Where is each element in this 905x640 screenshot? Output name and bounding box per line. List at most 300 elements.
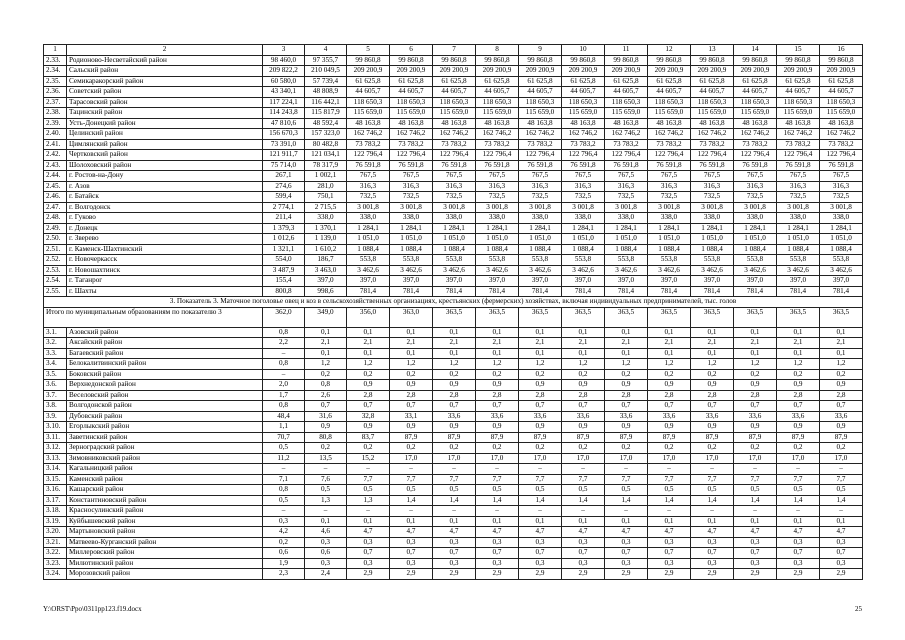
row-value: 553,8 xyxy=(777,255,820,266)
row-value: 338,0 xyxy=(734,213,777,224)
table-row xyxy=(44,338,863,349)
row-value: 316,3 xyxy=(476,181,519,192)
row-value: 767,5 xyxy=(433,171,476,182)
row-value: 76 591,8 xyxy=(777,160,820,171)
row-value: 338,0 xyxy=(433,213,476,224)
row-value: 44 605,7 xyxy=(390,87,433,98)
column-number: 3 xyxy=(263,45,305,56)
row-value: 99 860,8 xyxy=(519,55,562,66)
row-code: 3.22. xyxy=(44,548,67,559)
row-code: 2.36. xyxy=(44,87,67,98)
table-row xyxy=(44,558,863,569)
row-value: 7,7 xyxy=(691,474,734,485)
row-value: 0,1 xyxy=(347,327,390,338)
table-row xyxy=(44,516,863,527)
row-value: 33,6 xyxy=(605,411,648,422)
row-value: 0,3 xyxy=(562,558,605,569)
row-value: 1 088,4 xyxy=(476,244,519,255)
row-value: 781,4 xyxy=(648,286,691,297)
row-value: 0,3 xyxy=(648,558,691,569)
row-code: 2.39. xyxy=(44,118,67,129)
row-name: Усть-Донецкий район xyxy=(67,118,263,129)
row-value: 2,8 xyxy=(347,390,390,401)
row-value: 2,9 xyxy=(605,569,648,580)
row-value: 397,0 xyxy=(605,276,648,287)
row-value: 87,9 xyxy=(691,432,734,443)
table-row xyxy=(44,485,863,496)
row-value: 4,7 xyxy=(734,527,777,538)
row-value: 87,9 xyxy=(519,432,562,443)
table-row xyxy=(44,223,863,234)
row-value: 316,3 xyxy=(691,181,734,192)
row-value: 115 659,0 xyxy=(691,108,734,119)
row-name: Зерноградский район xyxy=(67,443,263,454)
row-value: 162 746,2 xyxy=(777,129,820,140)
row-value: 4,7 xyxy=(605,527,648,538)
table-row xyxy=(44,160,863,171)
row-value: 0,3 xyxy=(777,558,820,569)
table-row xyxy=(44,569,863,580)
row-value: 2,8 xyxy=(562,390,605,401)
row-value: 781,4 xyxy=(347,286,390,297)
table-row xyxy=(44,118,863,129)
row-value: 732,5 xyxy=(605,192,648,203)
row-value: 73 783,2 xyxy=(347,139,390,150)
row-value: 767,5 xyxy=(519,171,562,182)
row-code: 2.51. xyxy=(44,244,67,255)
table-row xyxy=(44,380,863,391)
row-value: 4,7 xyxy=(390,527,433,538)
row-value: 61 625,8 xyxy=(519,76,562,87)
row-value: 3 001,8 xyxy=(820,202,863,213)
row-value: 0,9 xyxy=(390,380,433,391)
row-value: 0,1 xyxy=(605,516,648,527)
row-value: 0,7 xyxy=(605,401,648,412)
total-value: 363,5 xyxy=(734,307,777,327)
row-value: 1 284,1 xyxy=(347,223,390,234)
row-value: 2,9 xyxy=(476,569,519,580)
row-value: 0,9 xyxy=(648,422,691,433)
row-value: 0,1 xyxy=(605,327,648,338)
row-value: 1,1 xyxy=(263,422,305,433)
row-name: Миллеровский район xyxy=(67,548,263,559)
row-value: – xyxy=(777,506,820,517)
row-value: 0,7 xyxy=(605,548,648,559)
row-value: – xyxy=(691,506,734,517)
row-value: 0,9 xyxy=(562,422,605,433)
row-code: 3.12. xyxy=(44,443,67,454)
row-name: г. Таганрог xyxy=(67,276,263,287)
row-value: 48 163,8 xyxy=(691,118,734,129)
row-value: 87,9 xyxy=(476,432,519,443)
row-value: 0,9 xyxy=(820,422,863,433)
row-value: 2,8 xyxy=(433,390,476,401)
row-value: 121 911,7 xyxy=(263,150,305,161)
row-code: 3.20. xyxy=(44,527,67,538)
row-value: 2,1 xyxy=(648,338,691,349)
row-value: 2,9 xyxy=(734,569,777,580)
row-value: – xyxy=(433,506,476,517)
row-value: 2,8 xyxy=(519,390,562,401)
row-value: 397,0 xyxy=(820,276,863,287)
row-value: 0,3 xyxy=(433,537,476,548)
row-value: 7,7 xyxy=(734,474,777,485)
row-name: г. Новочеркасск xyxy=(67,255,263,266)
row-value: 0,9 xyxy=(691,422,734,433)
row-code: 2.38. xyxy=(44,108,67,119)
row-value: 48 592,4 xyxy=(305,118,347,129)
row-value: 732,5 xyxy=(820,192,863,203)
row-value: 3 462,6 xyxy=(347,265,390,276)
row-value: 76 591,8 xyxy=(347,160,390,171)
total-value: 363,5 xyxy=(433,307,476,327)
row-code: 2.45. xyxy=(44,181,67,192)
row-value: 99 860,8 xyxy=(820,55,863,66)
row-value: 122 796,4 xyxy=(734,150,777,161)
table-row xyxy=(44,87,863,98)
row-value: 781,4 xyxy=(734,286,777,297)
row-value: 115 659,0 xyxy=(347,108,390,119)
row-value: 1,4 xyxy=(390,495,433,506)
row-value: 781,4 xyxy=(390,286,433,297)
row-value: 2,9 xyxy=(390,569,433,580)
row-value: 0,9 xyxy=(562,380,605,391)
row-value: 0,7 xyxy=(648,548,691,559)
row-value: 0,7 xyxy=(820,548,863,559)
row-value: 4,7 xyxy=(820,527,863,538)
table-row xyxy=(44,527,863,538)
row-value: 7,7 xyxy=(562,474,605,485)
row-value: 0,7 xyxy=(777,548,820,559)
row-value: 1 284,1 xyxy=(519,223,562,234)
row-value: 0,2 xyxy=(691,443,734,454)
row-value: 209 200,9 xyxy=(648,66,691,77)
row-value: 0,9 xyxy=(433,380,476,391)
table-row xyxy=(44,97,863,108)
row-code: 2.55. xyxy=(44,286,67,297)
row-value: 2,9 xyxy=(562,569,605,580)
row-value: 397,0 xyxy=(519,276,562,287)
row-code: 3.6. xyxy=(44,380,67,391)
row-value: 732,5 xyxy=(519,192,562,203)
row-code: 3.23. xyxy=(44,558,67,569)
row-value: 1,4 xyxy=(476,495,519,506)
row-value: 0,7 xyxy=(562,548,605,559)
row-value: 3 462,6 xyxy=(605,265,648,276)
column-number: 16 xyxy=(820,45,863,56)
row-value: 2,4 xyxy=(305,569,347,580)
row-name: Каменский район xyxy=(67,474,263,485)
row-value: 553,8 xyxy=(605,255,648,266)
row-value: 0,3 xyxy=(648,537,691,548)
row-value: 0,3 xyxy=(305,558,347,569)
row-value: 80 482,8 xyxy=(305,139,347,150)
row-value: – xyxy=(562,464,605,475)
row-value: 1 284,1 xyxy=(734,223,777,234)
row-value: 1 284,1 xyxy=(390,223,433,234)
row-name: Милютинский район xyxy=(67,558,263,569)
row-value: 1 379,3 xyxy=(263,223,305,234)
row-value: 2,9 xyxy=(347,569,390,580)
row-value: 61 625,8 xyxy=(734,76,777,87)
row-value: 0,2 xyxy=(433,369,476,380)
row-value: – xyxy=(777,464,820,475)
row-name: г. Шахты xyxy=(67,286,263,297)
row-value: – xyxy=(263,464,305,475)
row-value: 397,0 xyxy=(777,276,820,287)
row-value: 3 462,6 xyxy=(648,265,691,276)
row-value: – xyxy=(648,506,691,517)
row-value: 0,7 xyxy=(519,548,562,559)
row-value: 2,0 xyxy=(263,380,305,391)
row-value: 7,1 xyxy=(263,474,305,485)
row-value: 0,5 xyxy=(605,485,648,496)
row-value: 118 650,3 xyxy=(347,97,390,108)
row-value: 0,3 xyxy=(433,558,476,569)
row-value: 99 860,8 xyxy=(734,55,777,66)
row-value: 1 610,2 xyxy=(305,244,347,255)
row-value: 2,1 xyxy=(691,338,734,349)
row-value: 750,1 xyxy=(305,192,347,203)
row-value: 0,9 xyxy=(777,422,820,433)
row-value: 116 442,1 xyxy=(305,97,347,108)
file-path: Y:\ORST\Ppo\0311pp123.f19.docx xyxy=(43,605,142,613)
row-value: 17,0 xyxy=(605,453,648,464)
row-value: 767,5 xyxy=(777,171,820,182)
row-value: 0,8 xyxy=(305,380,347,391)
row-value: 0,5 xyxy=(691,485,734,496)
table-row xyxy=(44,286,863,297)
row-value: 1 088,4 xyxy=(605,244,648,255)
row-value: 61 625,8 xyxy=(433,76,476,87)
row-value: 7,7 xyxy=(390,474,433,485)
row-code: 2.43. xyxy=(44,160,67,171)
total-row xyxy=(44,307,863,327)
table-row xyxy=(44,369,863,380)
row-value: – xyxy=(734,464,777,475)
row-name: г. Азов xyxy=(67,181,263,192)
row-value: 338,0 xyxy=(648,213,691,224)
column-number: 7 xyxy=(433,45,476,56)
row-value: 0,9 xyxy=(433,422,476,433)
row-value: 162 746,2 xyxy=(476,129,519,140)
row-value: 0,2 xyxy=(433,443,476,454)
row-value: 0,2 xyxy=(390,443,433,454)
row-value: 0,5 xyxy=(390,485,433,496)
row-value: 7,7 xyxy=(605,474,648,485)
table-row xyxy=(44,129,863,140)
row-name: Куйбышевский район xyxy=(67,516,263,527)
row-value: 2,1 xyxy=(519,338,562,349)
column-number: 10 xyxy=(562,45,605,56)
row-value: 1 051,0 xyxy=(562,234,605,245)
row-value: 0,2 xyxy=(519,443,562,454)
row-value: 118 650,3 xyxy=(734,97,777,108)
table-row xyxy=(44,76,863,87)
row-value: 1 088,4 xyxy=(777,244,820,255)
row-value: 0,2 xyxy=(347,369,390,380)
row-value: 0,7 xyxy=(347,401,390,412)
row-value: 0,7 xyxy=(648,401,691,412)
row-value: – xyxy=(691,464,734,475)
row-value: 1 088,4 xyxy=(562,244,605,255)
row-value: 157 323,0 xyxy=(305,129,347,140)
row-value: 48 163,8 xyxy=(347,118,390,129)
table-row xyxy=(44,234,863,245)
row-value: 76 591,8 xyxy=(476,160,519,171)
row-value: 73 783,2 xyxy=(777,139,820,150)
row-value: 0,1 xyxy=(519,348,562,359)
row-value: 1,4 xyxy=(734,495,777,506)
row-name: г. Новошахтинск xyxy=(67,265,263,276)
table-row xyxy=(44,495,863,506)
row-value: 17,0 xyxy=(562,453,605,464)
table-row xyxy=(44,390,863,401)
row-value: 1,2 xyxy=(305,359,347,370)
row-value: 553,8 xyxy=(734,255,777,266)
row-value: 0,7 xyxy=(433,548,476,559)
row-value: 0,1 xyxy=(476,516,519,527)
row-value: 338,0 xyxy=(777,213,820,224)
row-value: 0,2 xyxy=(691,369,734,380)
row-value: 162 746,2 xyxy=(820,129,863,140)
total-value: 363,5 xyxy=(476,307,519,327)
row-code: 3.8. xyxy=(44,401,67,412)
row-value: 0,3 xyxy=(605,537,648,548)
row-value: 4,7 xyxy=(562,527,605,538)
row-value: – xyxy=(519,506,562,517)
row-value: 553,8 xyxy=(347,255,390,266)
row-value: 0,2 xyxy=(777,369,820,380)
row-value: 0,2 xyxy=(476,443,519,454)
row-value: 0,2 xyxy=(476,369,519,380)
row-code: 3.24. xyxy=(44,569,67,580)
row-value: 767,5 xyxy=(734,171,777,182)
row-value: 1 088,4 xyxy=(433,244,476,255)
column-number: 5 xyxy=(347,45,390,56)
row-value: 0,3 xyxy=(734,537,777,548)
row-value: 1,2 xyxy=(734,359,777,370)
row-value: 1 088,4 xyxy=(691,244,734,255)
row-value: 2,1 xyxy=(347,338,390,349)
row-value: 115 659,0 xyxy=(476,108,519,119)
row-value: 44 605,7 xyxy=(605,87,648,98)
row-value: 209 200,9 xyxy=(476,66,519,77)
row-code: 3.21. xyxy=(44,537,67,548)
row-value: 33,6 xyxy=(648,411,691,422)
row-value: 0,2 xyxy=(263,537,305,548)
row-value: 48 163,8 xyxy=(390,118,433,129)
row-value: 118 650,3 xyxy=(562,97,605,108)
row-value: 0,1 xyxy=(691,348,734,359)
row-name: Зимовниковский район xyxy=(67,453,263,464)
row-value: 316,3 xyxy=(347,181,390,192)
row-value: 2,2 xyxy=(263,338,305,349)
table-row xyxy=(44,150,863,161)
row-value: 73 783,2 xyxy=(820,139,863,150)
row-value: 4,7 xyxy=(433,527,476,538)
row-value: 338,0 xyxy=(390,213,433,224)
row-value: 0,5 xyxy=(519,485,562,496)
row-value: 338,0 xyxy=(820,213,863,224)
row-value: – xyxy=(347,506,390,517)
table-row xyxy=(44,192,863,203)
row-value: 0,5 xyxy=(433,485,476,496)
row-value: 281,0 xyxy=(305,181,347,192)
row-name: Тарасовский район xyxy=(67,97,263,108)
row-value: 338,0 xyxy=(347,213,390,224)
row-value: – xyxy=(263,506,305,517)
row-value: 2,8 xyxy=(476,390,519,401)
row-name: г. Батайск xyxy=(67,192,263,203)
row-value: 73 783,2 xyxy=(476,139,519,150)
row-value: 48,4 xyxy=(263,411,305,422)
row-value: 0,9 xyxy=(734,422,777,433)
row-value: 0,1 xyxy=(562,327,605,338)
row-code: 2.37. xyxy=(44,97,67,108)
row-code: 3.2. xyxy=(44,338,67,349)
row-value: – xyxy=(263,369,305,380)
row-value: 0,2 xyxy=(734,443,777,454)
row-value: 0,1 xyxy=(691,327,734,338)
total-label: Итого по муниципальным образованиям по показателю 3 xyxy=(44,307,263,327)
row-value: 1,4 xyxy=(605,495,648,506)
row-value: 274,6 xyxy=(263,181,305,192)
row-code: 3.19. xyxy=(44,516,67,527)
row-value: 553,8 xyxy=(476,255,519,266)
row-value: 76 591,8 xyxy=(519,160,562,171)
row-value: 7,7 xyxy=(820,474,863,485)
row-name: Константиновский район xyxy=(67,495,263,506)
row-value: 0,3 xyxy=(305,537,347,548)
row-name: г. Волгодонск xyxy=(67,202,263,213)
row-value: 0,3 xyxy=(476,537,519,548)
total-value: 363,5 xyxy=(562,307,605,327)
row-value: 0,7 xyxy=(691,401,734,412)
row-value: 0,7 xyxy=(820,401,863,412)
row-value: 0,3 xyxy=(691,537,734,548)
row-value: 76 591,8 xyxy=(390,160,433,171)
row-name: Белокалитвинский район xyxy=(67,359,263,370)
row-value: 0,1 xyxy=(777,348,820,359)
row-value: 3 462,6 xyxy=(691,265,734,276)
row-value: 118 650,3 xyxy=(433,97,476,108)
row-value: 0,9 xyxy=(519,380,562,391)
row-value: 0,3 xyxy=(390,558,433,569)
row-value: 87,9 xyxy=(820,432,863,443)
row-value: 73 783,2 xyxy=(390,139,433,150)
row-value: 0,9 xyxy=(605,380,648,391)
row-value: 2,1 xyxy=(734,338,777,349)
row-code: 3.13. xyxy=(44,453,67,464)
row-code: 2.34. xyxy=(44,66,67,77)
row-value: – xyxy=(433,464,476,475)
row-value: 44 605,7 xyxy=(734,87,777,98)
row-name: г. Зверево xyxy=(67,234,263,245)
column-number: 12 xyxy=(648,45,691,56)
row-value: 0,2 xyxy=(648,443,691,454)
row-value: 0,5 xyxy=(820,485,863,496)
row-value: 0,7 xyxy=(433,401,476,412)
row-value: – xyxy=(562,506,605,517)
row-code: 3.9. xyxy=(44,411,67,422)
row-value: 7,6 xyxy=(305,474,347,485)
table-row xyxy=(44,422,863,433)
row-value: 1 284,1 xyxy=(648,223,691,234)
row-value: 2,6 xyxy=(305,390,347,401)
row-value: 4,7 xyxy=(519,527,562,538)
row-value: 99 860,8 xyxy=(605,55,648,66)
